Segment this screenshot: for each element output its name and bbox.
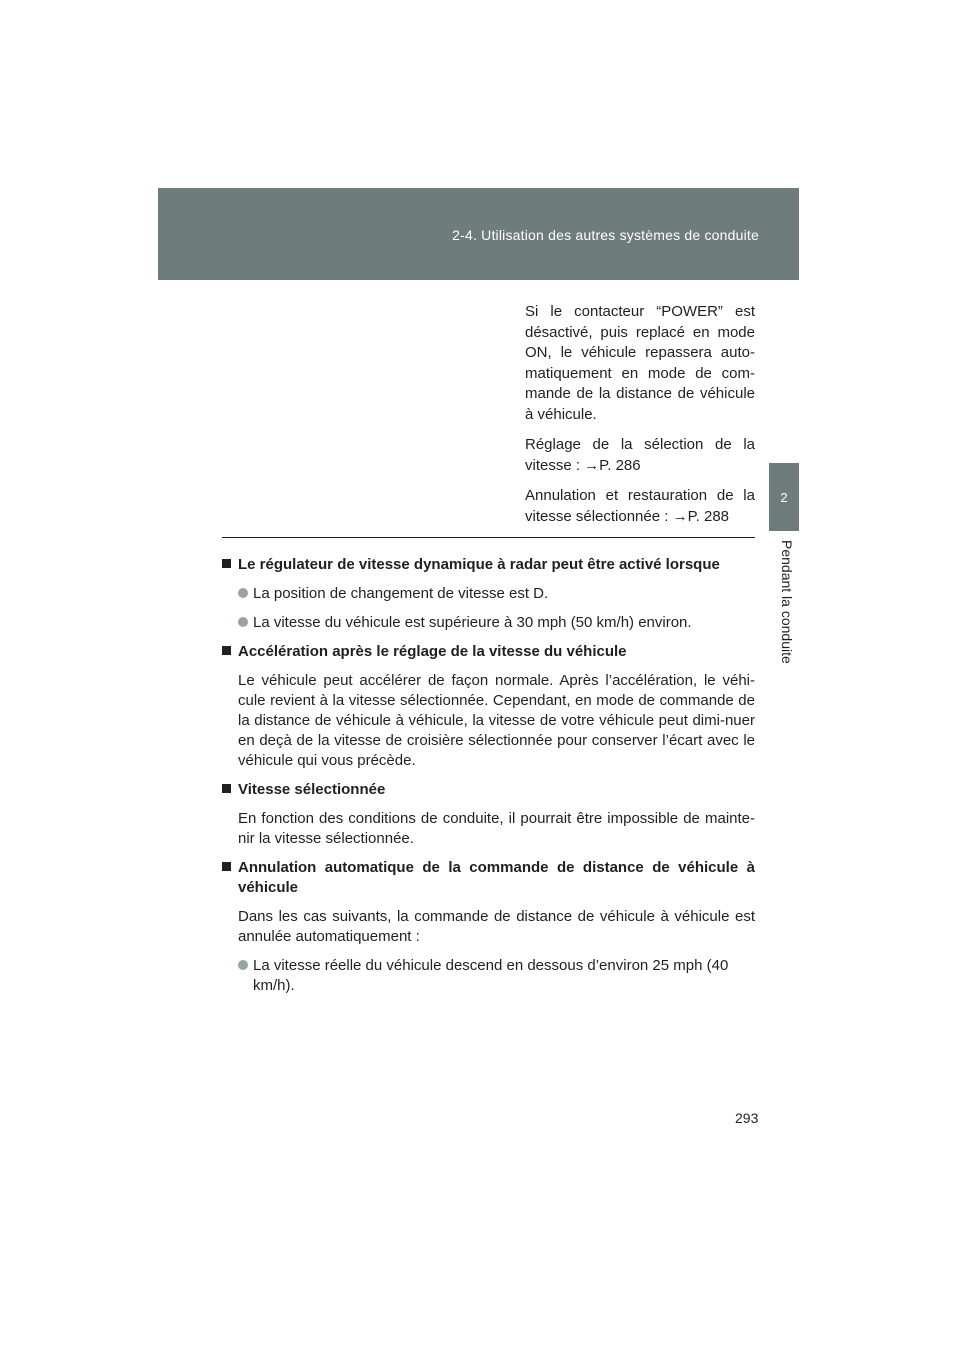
page-number: 293 <box>735 1110 759 1126</box>
chapter-number: 2 <box>780 489 788 505</box>
section-heading: Annulation automatique de la commande de distance de véhicule à véhicule <box>222 858 755 898</box>
section-title: 2-4. Utilisation des autres systèmes de conduite <box>452 227 759 243</box>
square-bullet-icon <box>222 646 231 655</box>
main-content <box>222 555 755 1005</box>
list-item: La vitesse du véhicule est supérieure à 30 mph (50 km/h) environ. <box>238 613 755 633</box>
notes-column <box>525 302 755 537</box>
header-band <box>158 188 799 280</box>
note-reference: Réglage de la sélection de la vitesse : →P. 286 <box>525 436 755 474</box>
section-heading: Accélération après le réglage de la vitesse du véhicule <box>222 642 755 662</box>
square-bullet-icon <box>222 862 231 871</box>
section-body: Le véhicule peut accélérer de façon normale. Après l’accélération, le véhi-cule revient à la vitesse sélectionnée. Cependant, en mode de commande de la distance de véhicule à véhicule, la vitesse de votre véhicule peut dimi-nuer en deçà de la vitesse de croisière sélectionnée pour conserver l’écart avec le véhicule qui vous précède. <box>238 672 755 769</box>
square-bullet-icon <box>222 784 231 793</box>
section-heading: Vitesse sélectionnée <box>222 780 755 800</box>
list-item: La vitesse réelle du véhicule descend en dessous d’environ 25 mph (40 km/h). <box>238 956 755 996</box>
circle-bullet-icon <box>238 960 248 970</box>
chapter-tab <box>769 463 799 531</box>
list-item: La position de changement de vitesse est D. <box>238 584 755 604</box>
section-body: En fonction des conditions de conduite, il pourrait être impossible de mainte-nir la vitesse sélectionnée. <box>238 810 755 847</box>
chapter-label: Pendant la conduite <box>779 540 795 664</box>
section-body: Dans les cas suivants, la commande de distance de véhicule à véhicule est annulée automatiquement : <box>238 908 755 945</box>
square-bullet-icon <box>222 559 231 568</box>
section-heading: Le régulateur de vitesse dynamique à radar peut être activé lorsque <box>222 555 755 575</box>
circle-bullet-icon <box>238 617 248 627</box>
note-reference: Annulation et restauration de la vitesse sélectionnée : →P. 288 <box>525 487 755 525</box>
divider <box>222 537 755 538</box>
note-paragraph: Si le contacteur “POWER” est désactivé, puis replacé en mode ON, le véhicule repassera auto-matiquement en mode de com-mande de la distance de véhicule à véhicule. <box>525 303 755 423</box>
circle-bullet-icon <box>238 588 248 598</box>
